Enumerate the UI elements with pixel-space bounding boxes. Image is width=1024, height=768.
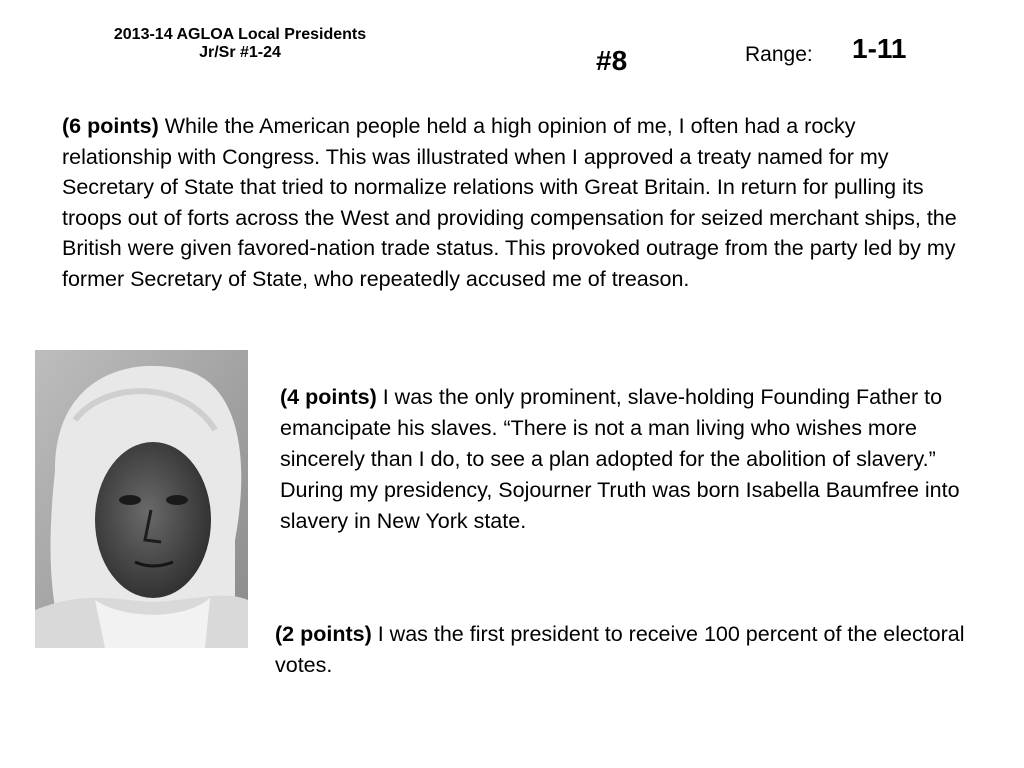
clue-2-points [275, 619, 975, 680]
slide-number: #8 [596, 45, 628, 76]
range-label: Range: [745, 43, 813, 66]
clue-text: I was the only prominent, slave-holding Founding Father to emancipate his slaves. “There is not a man living who wishes more sincerely than I do, to see a plan adopted for the abolition of slavery.” During my presidency, Sojourner Truth was born Isabella Baumfree into slavery in New York state. [280, 385, 960, 533]
header-title [60, 26, 420, 62]
range-value: 1-11 [852, 33, 907, 64]
clue-points-label: (2 points) [275, 622, 372, 646]
header-title-line1: 2013-14 AGLOA Local Presidents [113, 26, 367, 43]
clue-points-label: (6 points) [62, 114, 159, 138]
clue-6-points [62, 111, 962, 294]
clue-4-points [280, 382, 980, 537]
header-title-line2: Jr/Sr #1-24 [199, 44, 281, 61]
clue-points-label: (4 points) [280, 385, 377, 409]
clue-text: I was the first president to receive 100 percent of the electoral votes. [275, 622, 965, 677]
clue-text: While the American people held a high opinion of me, I often had a rocky relationship with Congress. This was illustrated when I approved a treaty named for my Secretary of State that tried to normalize relations with Great Britain. In return for pulling its troops out of forts across the West and providing compensation for seized merchant ships, the British were given favored-nation trade status. This provoked outrage from the party led by my former Secretary of State, who repeatedly accused me of treason. [62, 114, 957, 291]
portrait-photo [35, 350, 248, 648]
